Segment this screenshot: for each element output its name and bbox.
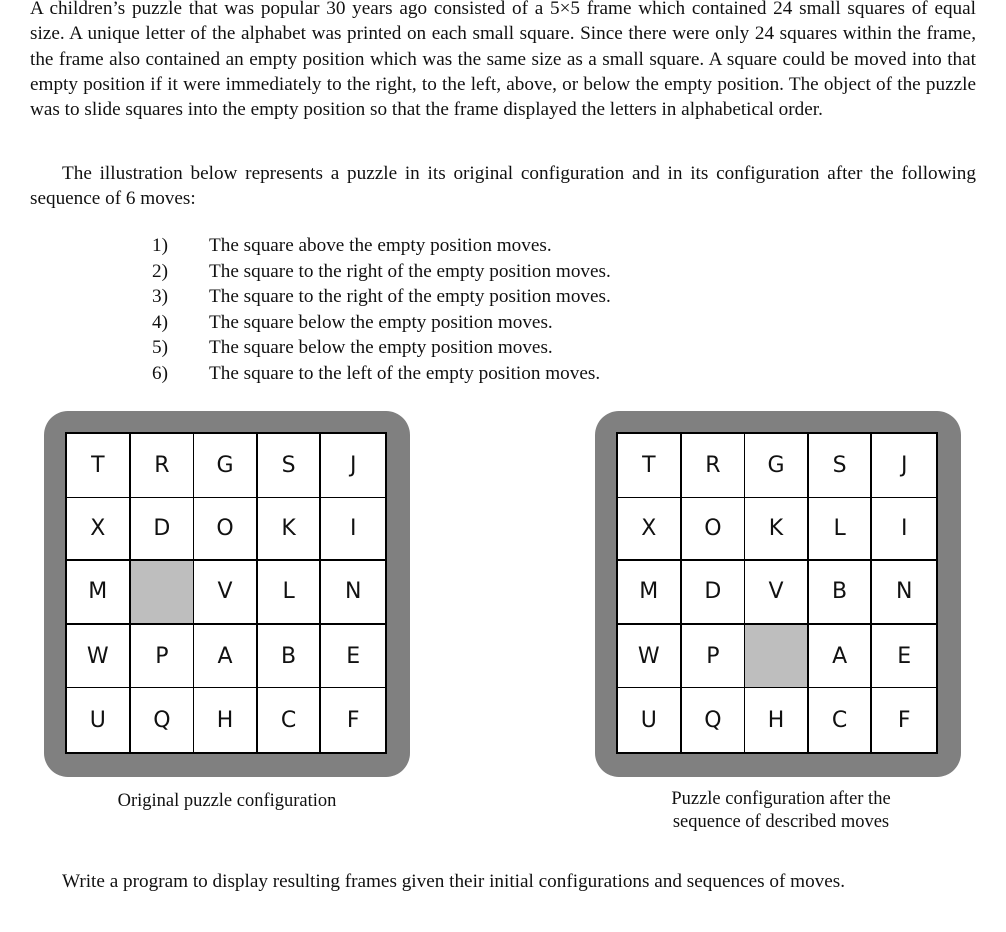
after-caption-line-1: Puzzle configuration after the	[671, 789, 891, 809]
tile-cell: C	[809, 688, 873, 752]
tile-cell: G	[194, 434, 258, 498]
moves-list	[152, 233, 611, 386]
move-item	[152, 361, 611, 387]
tile-cell: S	[258, 434, 322, 498]
tile-cell: O	[194, 498, 258, 562]
tile-cell: V	[194, 561, 258, 625]
tile-cell: L	[809, 498, 873, 562]
move-text: The square to the left of the empty position moves.	[209, 362, 601, 384]
after-puzzle-caption	[595, 788, 967, 834]
move-item	[152, 310, 611, 336]
move-number: 3)	[152, 286, 168, 307]
task-paragraph: Write a program to display resulting frames given their initial configurations and sequences of moves.	[62, 871, 846, 892]
tile-cell: N	[321, 561, 385, 625]
tile-cell: M	[67, 561, 131, 625]
tile-cell: D	[682, 561, 746, 625]
tile-cell: F	[897, 707, 911, 733]
move-number: 4)	[152, 311, 168, 333]
tile-cell: L	[258, 561, 322, 625]
tile-cell: C	[258, 688, 322, 752]
after-puzzle-frame	[595, 411, 961, 777]
tile-cell: M	[618, 561, 682, 625]
tile-cell: H	[194, 688, 258, 752]
move-item	[152, 335, 611, 361]
tile-cell: A	[809, 625, 873, 689]
move-text: The square to the right of the empty position moves.	[209, 286, 611, 307]
move-number: 2)	[152, 260, 168, 282]
empty-cell	[745, 625, 809, 689]
move-text: The square below the empty position moves.	[209, 311, 553, 333]
move-item	[152, 284, 611, 310]
original-puzzle-caption: Original puzzle configuration	[117, 791, 337, 811]
empty-cell	[131, 561, 195, 625]
tile-cell: S	[809, 434, 873, 498]
tile-cell: Q	[682, 688, 746, 752]
tile-cell: K	[258, 498, 322, 562]
tile-cell: B	[258, 625, 322, 689]
tile-cell: X	[618, 498, 682, 562]
tile-cell: I	[872, 498, 936, 562]
original-puzzle-frame	[44, 411, 410, 777]
tile-cell: I	[321, 498, 385, 562]
move-text: The square below the empty position moves.	[209, 337, 553, 358]
tile-cell: W	[618, 625, 682, 689]
tile-cell: P	[131, 625, 195, 689]
tile-cell: A	[194, 625, 258, 689]
intro-paragraph: A children’s puzzle that was popular 30 years ago consisted of a 5×5 frame which contained 24 small squares of equal size. A unique letter of the alphabet was printed on each small square. Since there were only 24 squares within the frame, the frame also contained an empty position which was the same size as a small square. A square could be moved into that empty position if it were immediately to the right, to the left, above, or below the empty position. The object of the puzzle was to slide squares into the empty position so that the frame displayed the letters in alphabetical order.	[30, 0, 976, 121]
tile-cell: Q	[131, 688, 195, 752]
move-number: 1)	[152, 235, 168, 256]
illustration-paragraph: The illustration below represents a puzzle in its original configuration and in its configuration after the following sequence of 6 moves:	[30, 163, 976, 210]
tile-cell: V	[745, 561, 809, 625]
tile-cell: J	[321, 434, 385, 498]
move-item	[152, 259, 611, 285]
move-text: The square above the empty position moves.	[209, 235, 552, 256]
tile-cell: U	[67, 688, 131, 752]
tile-cell: B	[809, 561, 873, 625]
tile-cell: P	[682, 625, 746, 689]
tile-cell: W	[67, 625, 131, 689]
tile-cell: D	[131, 498, 195, 562]
tile-cell: R	[131, 434, 195, 498]
tile-cell: K	[745, 498, 809, 562]
original-puzzle-grid	[65, 432, 387, 754]
move-item	[152, 233, 611, 259]
tile-cell: T	[67, 434, 131, 498]
tile-cell: T	[618, 434, 682, 498]
tile-cell: X	[67, 498, 131, 562]
tile-cell: U	[618, 688, 682, 752]
tile-cell: N	[872, 561, 936, 625]
move-number: 5)	[152, 337, 168, 358]
after-caption-line-2: sequence of described moves	[672, 812, 890, 832]
move-text: The square to the right of the empty position moves.	[209, 260, 611, 282]
tile-cell: O	[682, 498, 746, 562]
tile-cell: F	[346, 707, 360, 733]
tile-cell: G	[745, 434, 809, 498]
tile-cell: J	[872, 434, 936, 498]
after-puzzle-grid	[616, 432, 938, 754]
tile-cell: H	[745, 688, 809, 752]
tile-cell: E	[321, 625, 385, 689]
move-number: 6)	[152, 362, 168, 384]
tile-cell: R	[682, 434, 746, 498]
tile-cell: E	[872, 625, 936, 689]
